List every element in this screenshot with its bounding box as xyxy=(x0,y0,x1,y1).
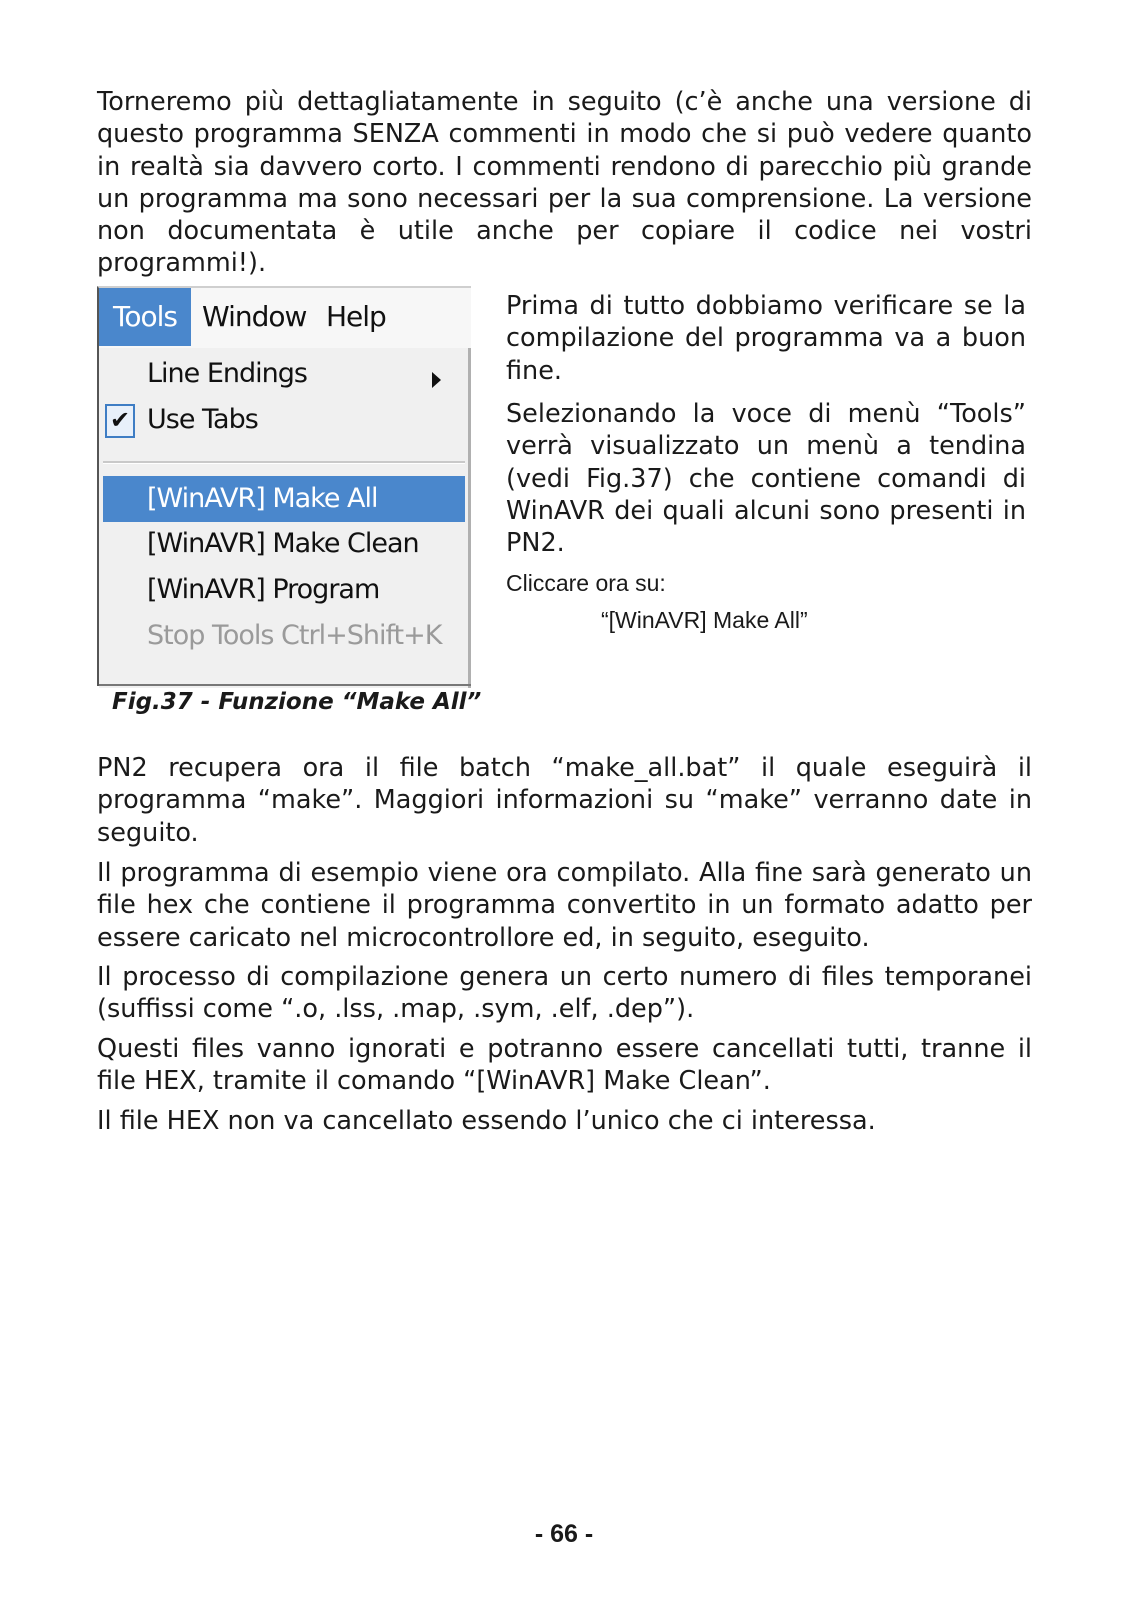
menu-item-stop-tools: Stop Tools Ctrl+Shift+K xyxy=(147,620,442,651)
tools-dropdown xyxy=(99,348,471,688)
menu-item-program[interactable]: [WinAVR] Program xyxy=(147,574,380,605)
checkmark-icon: ✔ xyxy=(105,404,135,438)
menu-item-make-all[interactable]: [WinAVR] Make All xyxy=(103,476,465,522)
menu-item-line-endings[interactable]: Line Endings xyxy=(147,358,457,389)
page-number: - 66 - xyxy=(534,1520,594,1548)
menu-screenshot xyxy=(97,286,471,686)
menu-tools[interactable]: Tools xyxy=(99,288,191,346)
menu-help[interactable]: Help xyxy=(326,300,386,333)
menu-item-make-clean[interactable]: [WinAVR] Make Clean xyxy=(147,528,419,559)
paragraph-right-1: Prima di tutto dobbiamo verificare se la compilazione del programma va a buon fine. xyxy=(506,291,1026,386)
screenshot-bottom-border xyxy=(99,684,471,686)
paragraph-5: Il file HEX non va cancellato essendo l’unico che ci interessa. xyxy=(97,1106,876,1136)
paragraph-3: Il processo di compilazione genera un certo numero di files temporanei (suffissi come “.o, .lss, .map, .sym, .elf, .dep”). xyxy=(97,962,1032,1025)
menu-window[interactable]: Window xyxy=(202,300,307,333)
paragraph-right-4: “[WinAVR] Make All” xyxy=(601,607,808,633)
menu-item-use-tabs[interactable]: Use Tabs xyxy=(147,404,258,435)
submenu-arrow-icon xyxy=(432,372,441,388)
menu-separator xyxy=(103,461,465,464)
paragraph-intro: Torneremo più dettagliatamente in seguito (c’è anche una versione di questo programma SENZA commenti in modo che si può vedere quanto in realtà sia davvero corto. I commenti rendono di parecchio più grande un programma ma sono necessari per la sua comprensione. La versione non documentata è utile anche per copiare il codice nei vostri programmi!). xyxy=(97,87,1032,279)
paragraph-right-2: Selezionando la voce di menù “Tools” verrà visualizzato un menù a tendina (vedi Fig.37) che contiene comandi di WinAVR dei quali alcuni sono presenti in PN2. xyxy=(506,399,1026,559)
paragraph-2: Il programma di esempio viene ora compilato. Alla fine sarà generato un file hex che contiene il programma convertito in un formato adatto per essere caricato nel microcontrollore ed, in seguito, eseguito. xyxy=(97,858,1032,953)
paragraph-right-3: Cliccare ora su: xyxy=(506,570,666,596)
paragraph-4: Questi files vanno ignorati e potranno essere cancellati tutti, tranne il file HEX, tramite il comando “[WinAVR] Make Clean”. xyxy=(97,1034,1032,1097)
paragraph-1: PN2 recupera ora il file batch “make_all.bat” il quale eseguirà il programma “make”. Maggiori informazioni su “make” verranno date in seguito. xyxy=(97,753,1032,848)
figure-caption: Fig.37 - Funzione “Make All” xyxy=(112,689,482,715)
menu-bar xyxy=(99,288,471,348)
